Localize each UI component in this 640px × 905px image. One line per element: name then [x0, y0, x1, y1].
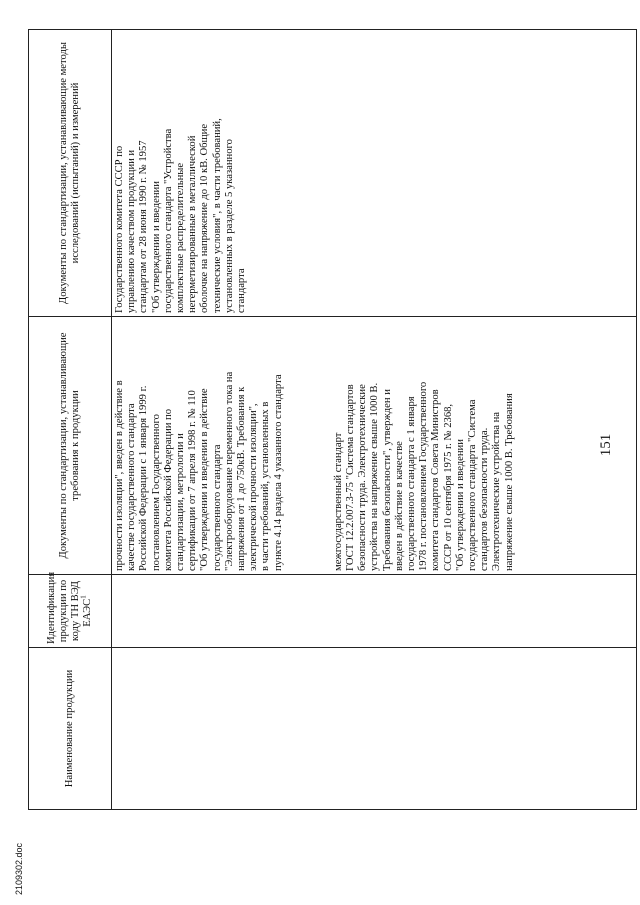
cell-product-code: [112, 575, 637, 648]
text-line: пункте 4.14 раздела 4 указанного стандарта: [272, 374, 284, 571]
text-line: "Об утверждении и введении в действие: [199, 388, 211, 571]
text-line: ГОСТ 12.2.007.3-75 "Система стандартов: [345, 384, 357, 571]
text-line: устройства на напряжение свыше 1000 В.: [369, 382, 381, 571]
text-line: прочности изоляции", введен в действие в: [114, 380, 125, 571]
requirements-block-2: [333, 320, 516, 571]
table-row: [112, 30, 637, 810]
text-line: СССР от 10 сентября 1975 г. № 2368,: [442, 403, 454, 571]
text-line: безопасности труда. Электротехнические: [357, 384, 369, 571]
header-methods-docs: Документы по стандартизации, устанавливающие методы исследований (испытаний) и измерений: [29, 30, 112, 317]
footer-filename: 2109302.doc: [14, 842, 24, 895]
text-line: напряжения от 1 до 750кВ. Требования к: [236, 386, 248, 571]
header-product-code-text: Идентификация продукции по коду ТН ВЭД ЕАЭС: [45, 571, 94, 644]
text-line: стандартов безопасности труда.: [479, 427, 491, 571]
text-line: государственного стандарта с 1 января: [406, 396, 418, 571]
text-line: Российской Федерации с 1 января 1999 г.: [138, 385, 150, 571]
text-line: технические условия", в части требований,: [211, 118, 223, 313]
text-line: комплектные распределительные: [175, 162, 187, 313]
text-line: стандартам от 28 июня 1990 г. № 1957: [138, 140, 150, 313]
text-line: напряжение свыше 1000 В. Требования: [503, 393, 515, 571]
text-line: оболочке на напряжение до 10 кВ. Общие: [199, 123, 211, 313]
cell-methods-docs: [112, 30, 637, 317]
text-line: постановлением Государственного: [150, 414, 162, 571]
header-requirements-docs: Документы по стандартизации, устанавливающие требования к продукции: [29, 317, 112, 575]
cell-product-name: [112, 648, 637, 810]
table-header-row: [29, 30, 112, 810]
text-line: "Об утверждении и введении: [150, 181, 162, 313]
text-line: в части требований, установленных в: [260, 401, 272, 571]
methods-block: [114, 33, 248, 313]
block-gap: [285, 320, 333, 571]
header-product-name: Наименование продукции: [29, 648, 112, 810]
text-line: государственного стандарта "Система: [467, 399, 479, 571]
text-line: государственного стандарта "Устройства: [162, 128, 174, 313]
text-line: межгосударственный стандарт: [332, 432, 344, 571]
standards-table: [28, 29, 637, 810]
text-line: установленных в разделе 5 указанного: [223, 139, 235, 313]
text-line: Государственного комитета СССР по: [114, 145, 125, 313]
text-line: Электротехнические устройства на: [491, 412, 503, 571]
requirements-block-1: [114, 320, 285, 571]
text-line: Требования безопасности", утвержден и: [381, 389, 393, 571]
text-line: 1978 г. постановлением Государственного: [418, 381, 430, 571]
text-line: негерметизированные в металлической: [187, 135, 199, 313]
text-line: стандарта: [236, 268, 248, 313]
text-line: введен в действие в качестве: [393, 441, 405, 571]
text-line: "Об утверждении и введении: [454, 439, 466, 571]
text-line: электрической прочности изоляции",: [248, 403, 260, 571]
text-line: государственного стандарта: [211, 444, 223, 571]
header-footnote-mark: 1: [79, 595, 88, 599]
text-line: комитета Российской Федерации по: [162, 408, 174, 571]
text-line: сертификации от 7 апреля 1998 г. № 110: [187, 390, 199, 571]
header-product-code: [29, 571, 112, 648]
page-number: 151: [598, 433, 614, 457]
text-line: стандартизации, метрологии и: [175, 433, 187, 571]
text-line: комитета стандартов Совета Министров: [430, 389, 442, 571]
cell-requirements-docs: [112, 317, 637, 575]
text-line: управлению качеством продукции и: [126, 149, 138, 313]
text-line: качестве государственного стандарта: [126, 403, 138, 571]
text-line: "Электрооборудование переменного тока на: [223, 371, 235, 571]
